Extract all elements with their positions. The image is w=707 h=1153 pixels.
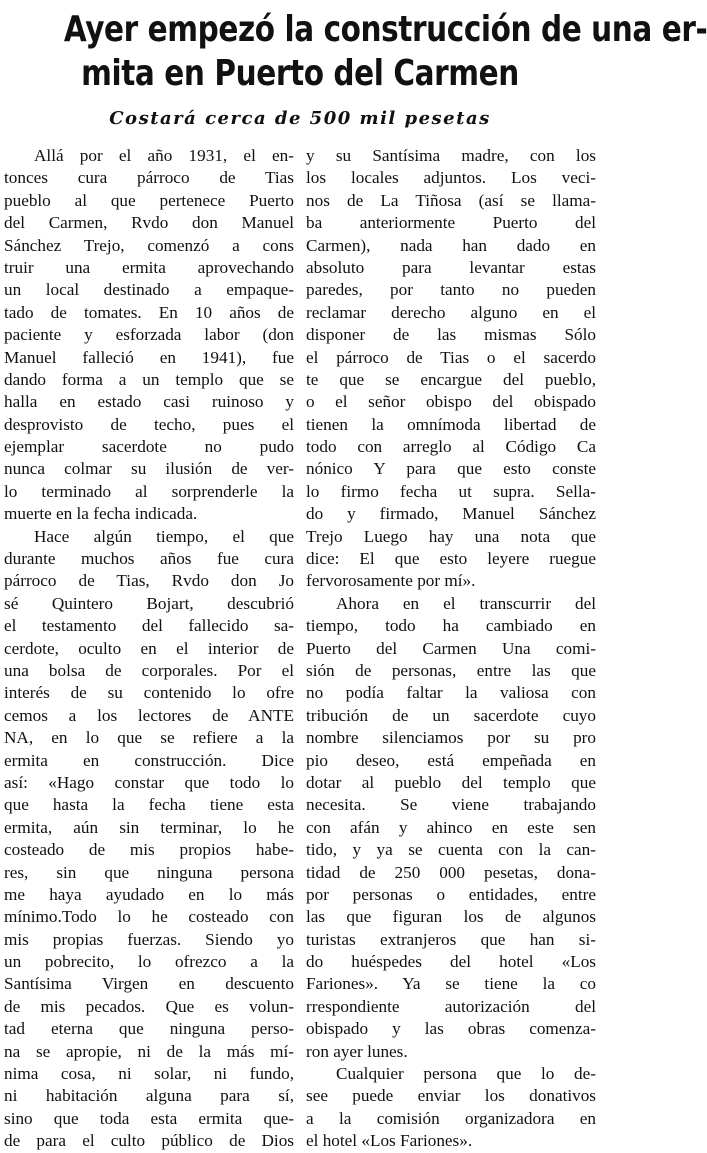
text-line: cemos a los lectores de ANTE xyxy=(4,705,294,725)
text-line: nónico Y para que esto conste xyxy=(306,459,596,479)
text-line: pio deseo, está empeñada en xyxy=(306,750,596,770)
text-line: y su Santísima madre, con los xyxy=(306,146,596,165)
text-line: necesita. Se viene trabajando xyxy=(306,795,596,815)
text-line: turistas extranjeros que han si- xyxy=(306,929,596,949)
text-line: ermita, aún sin terminar, lo he xyxy=(4,817,294,837)
text-line: do y firmado, Manuel Sánchez xyxy=(306,504,596,524)
text-line: ejemplar sacerdote no pudo xyxy=(4,437,294,457)
text-line: las que figuran los de algunos xyxy=(306,907,596,927)
headline-line-2: mita en Puerto del Carmen xyxy=(81,53,519,94)
text-line: costeado de mis propios habe- xyxy=(4,840,294,860)
text-line: dando forma a un templo que se xyxy=(4,369,294,389)
text-line: durante muchos años fue cura xyxy=(4,549,294,569)
text-line: un local destinado a empaque- xyxy=(4,280,294,300)
text-line: paciente y esforzada labor (don xyxy=(4,325,294,345)
text-line: nunca colmar su ilusión de ver- xyxy=(4,459,294,479)
text-line: desprovisto de techo, pues el xyxy=(4,414,294,434)
text-line: tado de tomates. En 10 años de xyxy=(4,302,294,322)
text-line: una bolsa de corporales. Por el xyxy=(4,660,294,680)
text-line: de mis pecados. Que es volun- xyxy=(4,996,294,1016)
text-line: tidad de 250 000 pesetas, dona- xyxy=(306,862,596,882)
text-line: el testamento del fallecido sa- xyxy=(4,616,294,636)
text-line: me haya ayudado en lo más xyxy=(4,884,294,904)
text-line: na se apropie, ni de la más mí- xyxy=(4,1041,294,1061)
text-line: tiempo, todo ha cambiado en xyxy=(306,616,596,636)
text-line: ba anteriormente Puerto del xyxy=(306,213,596,233)
text-line: Hace algún tiempo, el que xyxy=(34,526,294,546)
text-line: tido, y ya se cuenta con la can- xyxy=(306,840,596,860)
text-line: tad eterna que ninguna perso- xyxy=(4,1019,294,1039)
text-line: no podía faltar la valiosa con xyxy=(306,683,596,703)
text-line: Fariones». Ya se tiene la co xyxy=(306,974,596,994)
text-line: disponer de las mismas Sólo xyxy=(306,325,596,345)
text-line: Ahora en el transcurrir del xyxy=(336,593,596,613)
text-line: lo firmo fecha ut supra. Sella- xyxy=(306,481,596,501)
text-line: el párroco de Tias o el sacerdo xyxy=(306,347,596,367)
headline-line-1: Ayer empezó la construcción de una er- xyxy=(63,9,707,50)
text-line: Sánchez Trejo, comenzó a cons xyxy=(4,235,294,255)
text-line: rrespondiente autorización del xyxy=(306,996,596,1016)
text-line: cerdote, oculto en el interior de xyxy=(4,638,294,658)
text-line: do huéspedes del hotel «Los xyxy=(306,952,596,972)
text-line: sé Quintero Bojart, descubrió xyxy=(4,593,294,613)
text-line: mínimo.Todo lo he costeado con xyxy=(4,907,294,927)
text-line: Carmen), nada han dado en xyxy=(306,235,596,255)
text-line: nos de La Tiñosa (así se llama- xyxy=(306,190,596,210)
text-line: lo terminado al sorprenderle la xyxy=(4,481,294,501)
text-line: los locales adjuntos. Los veci- xyxy=(306,168,596,188)
text-line: dotar al pueblo del templo que xyxy=(306,772,596,792)
text-line: un pobrecito, lo ofrezco a la xyxy=(4,952,294,972)
text-line: así: «Hago constar que todo lo xyxy=(4,772,294,792)
headline xyxy=(63,8,707,96)
text-line: halla en estado casi ruinoso y xyxy=(4,392,294,412)
text-line: Santísima Virgen en descuento xyxy=(4,974,294,994)
text-line: mis propias fuerzas. Siendo yo xyxy=(4,929,294,949)
text-line: tribución de un sacerdote cuyo xyxy=(306,705,596,725)
text-line: ermita en construcción. Dice xyxy=(4,750,294,770)
text-line: ni habitación alguna para sí, xyxy=(4,1086,294,1106)
text-line: res, sin que ninguna persona xyxy=(4,862,294,882)
text-line: muerte en la fecha indicada. xyxy=(4,504,198,524)
text-line: Allá por el año 1931, el en- xyxy=(34,146,294,165)
text-line: a la comisión organizadora en xyxy=(306,1108,596,1128)
text-line: truir una ermita aprovechando xyxy=(4,257,294,277)
text-line: todo con arreglo al Código Ca xyxy=(306,437,596,457)
text-line: del Carmen, Rvdo don Manuel xyxy=(4,213,294,233)
text-line: el hotel «Los Fariones». xyxy=(306,1131,473,1151)
text-line: interés de su contenido lo ofre xyxy=(4,683,294,703)
text-line: Trejo Luego hay una nota que xyxy=(306,526,596,546)
text-line: Puerto del Carmen Una comi- xyxy=(306,638,596,658)
text-line: sión de personas, entre las que xyxy=(306,660,596,680)
text-line: de para el culto público de Dios xyxy=(4,1131,294,1151)
text-line: NA, en lo que se refiere a la xyxy=(4,728,294,748)
text-line: pueblo al que pertenece Puerto xyxy=(4,190,294,210)
text-line: absoluto para levantar estas xyxy=(306,257,596,277)
text-line: que hasta la fecha tiene esta xyxy=(4,795,294,815)
text-line: con afán y ahinco en este sen xyxy=(306,817,596,837)
text-line: dice: El que esto leyere ruegue xyxy=(306,549,596,569)
text-line: tienen la omnímoda libertad de xyxy=(306,414,596,434)
text-line: nombre silenciamos por su pro xyxy=(306,728,596,748)
text-line: nima cosa, ni solar, ni fundo, xyxy=(4,1064,294,1084)
text-line: fervorosamente por mí». xyxy=(306,571,476,591)
text-line: obispado y las obras comenza- xyxy=(306,1019,596,1039)
text-line: por personas o entidades, entre xyxy=(306,884,596,904)
text-line: tonces cura párroco de Tias xyxy=(4,168,294,188)
text-line: o el señor obispo del obispado xyxy=(306,392,596,412)
right-text-column xyxy=(306,145,596,1153)
text-line: paredes, por tanto no pueden xyxy=(306,280,596,300)
text-line: Cualquier persona que lo de- xyxy=(336,1064,596,1084)
text-line: párroco de Tias, Rvdo don Jo xyxy=(4,571,294,591)
text-line: te que se encargue del pueblo, xyxy=(306,369,596,389)
text-line: ron ayer lunes. xyxy=(306,1041,408,1061)
text-line: see puede enviar los donativos xyxy=(306,1086,596,1106)
text-line: Manuel falleció en 1941), fue xyxy=(4,347,294,367)
text-line: reclamar derecho alguno en el xyxy=(306,302,596,322)
text-line: sino que toda esta ermita que- xyxy=(4,1108,294,1128)
left-text-column xyxy=(4,145,294,1153)
subheadline: Costará cerca de 500 mil pesetas xyxy=(109,108,491,129)
